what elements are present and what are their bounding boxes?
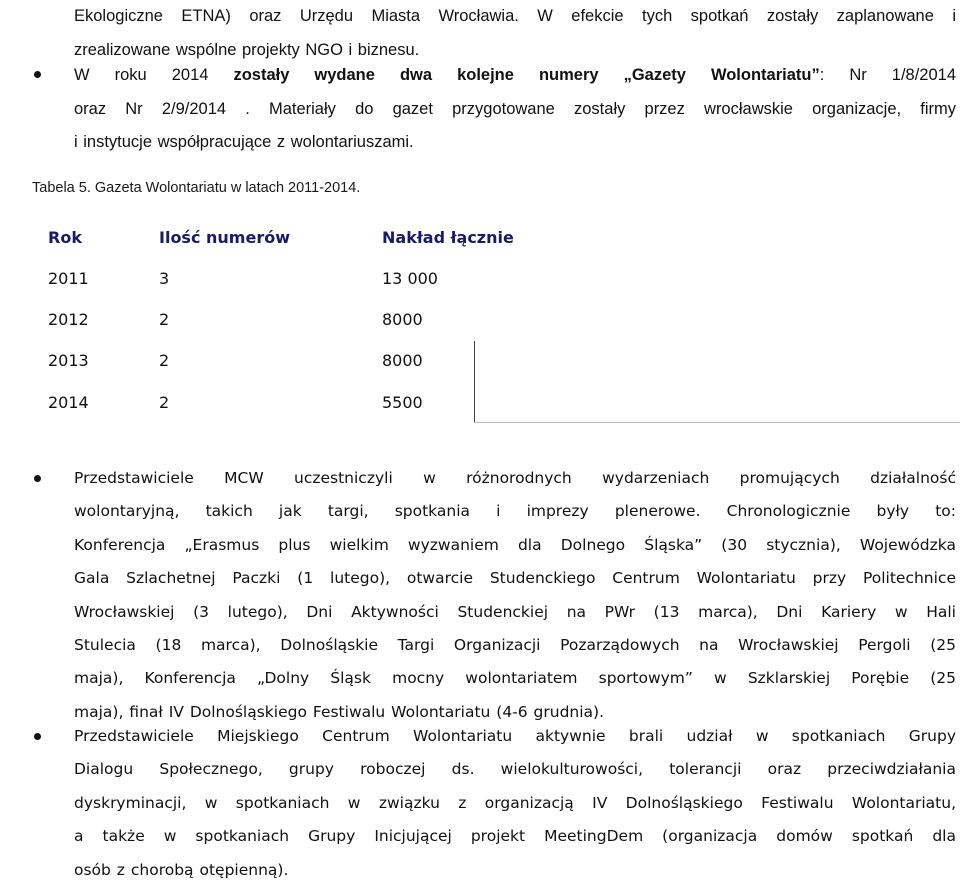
- cell-circulation: 8000: [382, 310, 423, 329]
- cell-issues: 2: [159, 393, 170, 412]
- cell-year: 2013: [48, 351, 89, 370]
- bullet-dot: [34, 71, 41, 78]
- table-caption: Tabela 5. Gazeta Wolontariatu w latach 2011-2014.: [32, 180, 361, 196]
- table-divider: [474, 422, 960, 423]
- bullet-line: oraz Nr 2/9/2014 . Materiały do gazet przygotowane zostały przez wrocławskie organizacje, firmy: [74, 99, 956, 118]
- intro-paragraph: [74, 0, 956, 67]
- cell-circulation: 8000: [382, 351, 423, 370]
- intro-line: Ekologiczne ETNA) oraz Urzędu Miasta Wrocławia. W efekcie tych spotkań zostały zaplanowane i: [74, 7, 956, 25]
- bullet-line: [74, 59, 956, 93]
- cell-circulation: 13 000: [382, 269, 438, 288]
- bullet-dot: [34, 733, 41, 740]
- header-issues: Ilość numerów: [159, 228, 290, 247]
- cell-issues: 2: [159, 351, 170, 370]
- bullet-line: maja), Konferencja „Dolny Śląsk mocny wolontariatem sportowym” w Szklarskiej Porębie (25: [74, 669, 956, 688]
- bullet-text: : Nr 1/8/2014: [819, 66, 956, 84]
- bullet-line: osób z chorobą otępienną).: [74, 860, 289, 879]
- gazette-table: [32, 217, 557, 424]
- cell-circulation: 5500: [382, 393, 423, 412]
- header-circulation: Nakład łącznie: [382, 228, 514, 247]
- bullet-line: Konferencja „Erasmus plus wielkim wyzwaniem dla Dolnego Śląska” (30 stycznia), Wojewódzka: [74, 535, 956, 554]
- bullet-line: wolontaryjną, takich jak targi, spotkania i imprezy plenerowe. Chronologicznie były to:: [74, 502, 956, 521]
- bullet-line: dyskryminacji, w spotkaniach w związku z organizacją IV Dolnośląskiego Festiwalu Wolontariatu,: [74, 793, 956, 812]
- cell-year: 2014: [48, 393, 89, 412]
- table-row: [32, 340, 557, 381]
- table-divider: [474, 341, 475, 423]
- bullet-line: Wrocławskiej (3 lutego), Dni Aktywności Studenckiej na PWr (13 marca), Dni Kariery w Hali: [74, 602, 956, 621]
- bullet-line: Przedstawiciele MCW uczestniczyli w różnorodnych wydarzeniach promujących działalność: [74, 469, 956, 487]
- cell-issues: 2: [159, 310, 170, 329]
- cell-year: 2011: [48, 269, 89, 288]
- bullet-paragraph-meetings: [74, 720, 956, 887]
- bullet-line: Stulecia (18 marca), Dolnośląskie Targi Organizacji Pozarządowych na Wrocławskiej Pergoli (25: [74, 636, 956, 655]
- bullet-line: Gala Szlachetnej Paczki (1 lutego), otwarcie Studenckiego Centrum Wolontariatu przy Politechnice: [74, 569, 956, 588]
- bullet-line: maja), finał IV Dolnośląskiego Festiwalu Wolontariatu (4-6 grudnia).: [74, 702, 605, 721]
- cell-year: 2012: [48, 310, 89, 329]
- intro-line: zrealizowane wspólne projekty NGO i biznesu.: [74, 40, 420, 59]
- bullet-line: Przedstawiciele Miejskiego Centrum Wolontariatu aktywnie brali udział w spotkaniach Grupy: [74, 727, 956, 745]
- table-row: [32, 299, 557, 340]
- table-row: [32, 381, 557, 424]
- bullet-line: Dialogu Społecznego, grupy roboczej ds. wielokulturowości, tolerancji oraz przeciwdziałania: [74, 760, 956, 779]
- bullet-paragraph-events: [74, 462, 956, 729]
- header-year: Rok: [48, 228, 82, 247]
- bullet-paragraph-gazette: [74, 59, 956, 160]
- bullet-dot: [34, 475, 41, 482]
- bullet-line: a także w spotkaniach Grupy Inicjującej projekt MeetingDem (organizacja domów spotkań dla: [74, 827, 956, 846]
- bullet-line: i instytucje współpracujące z wolontariuszami.: [74, 133, 414, 151]
- bullet-text: W roku 2014: [74, 66, 209, 84]
- bullet-bold-text: zostały wydane dwa kolejne numery „Gazety Wolontariatu”: [233, 66, 820, 84]
- table-row: [32, 258, 557, 299]
- table-header-row: [32, 217, 557, 258]
- cell-issues: 3: [159, 269, 170, 288]
